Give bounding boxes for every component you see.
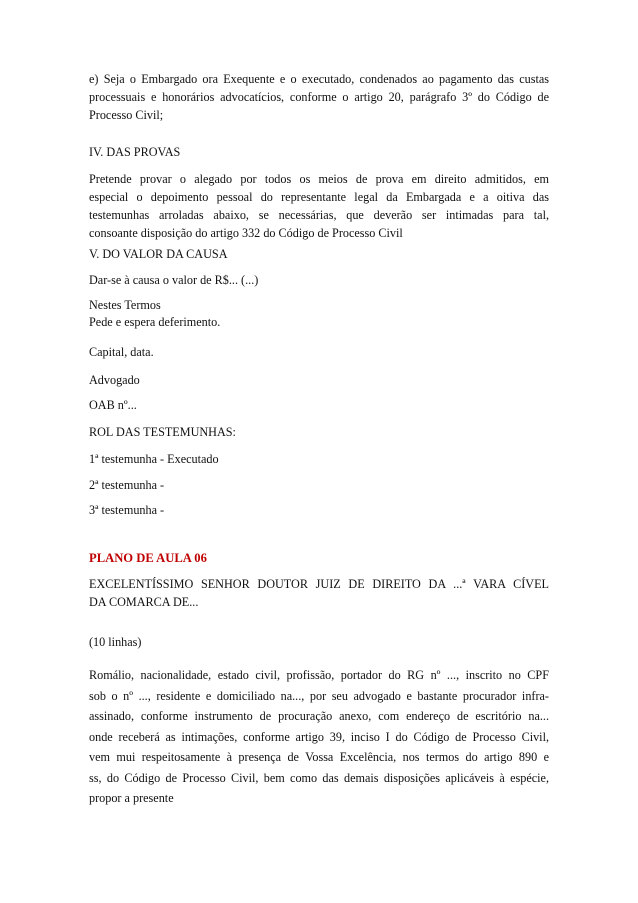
section-heading-valor-causa: V. DO VALOR DA CAUSA: [89, 247, 228, 261]
petition-body-line: onde receberá as intimações, conforme artigo 39, inciso I do Código de Processo Civil,: [89, 729, 549, 744]
addressee-paragraph: [89, 575, 549, 611]
lesson-plan-title: PLANO DE AULA 06: [89, 551, 207, 565]
provas-line: consoante disposição do artigo 332 do Código de Processo Civil: [89, 226, 403, 240]
petition-body-line: propor a presente: [89, 791, 174, 805]
closing-pede-deferimento: Pede e espera deferimento.: [89, 315, 221, 329]
provas-line: testemunhas arroladas abaixo, se necessárias, que deverão ser intimadas para tal,: [89, 208, 549, 222]
item-e-line: Processo Civil;: [89, 108, 164, 122]
petition-body-line: vem mui respeitosamente à presença de Vossa Excelência, nos termos do artigo 890 e: [89, 750, 549, 764]
section-heading-provas: IV. DAS PROVAS: [89, 145, 181, 159]
petition-body-line: sob o nº ..., residente e domiciliado na..., por seu advogado e bastante procurador infra-: [89, 688, 549, 703]
witness-item: 1ª testemunha - Executado: [89, 452, 219, 466]
valor-causa-text: Dar-se à causa o valor de R$... (...): [89, 273, 259, 287]
witnesses-heading: ROL DAS TESTEMUNHAS:: [89, 425, 236, 439]
witness-item: 2ª testemunha -: [89, 478, 165, 492]
lawyer-signature: Advogado: [89, 373, 140, 387]
provas-line: especial o depoimento pessoal do representante legal da Embargada e a oitiva das: [89, 190, 549, 204]
petition-body-paragraph: [89, 665, 549, 809]
closing-nestes-termos: Nestes Termos: [89, 298, 161, 312]
addressee-line: EXCELENTÍSSIMO SENHOR DOUTOR JUIZ DE DIREITO DA ...ª VARA CÍVEL: [89, 577, 549, 591]
petition-body-line: assinado, conforme instrumento de procuração anexo, com endereço de escritório na...: [89, 709, 549, 723]
provas-paragraph: [89, 170, 549, 242]
place-date: Capital, data.: [89, 345, 154, 359]
petition-body-line: Romálio, nacionalidade, estado civil, profissão, portador do RG nº ..., inscrito no CPF: [89, 668, 549, 682]
petition-body-line: ss, do Código de Processo Civil, bem como das demais disposições aplicáveis à espécie,: [89, 770, 549, 785]
item-e-paragraph: [89, 70, 549, 124]
oab-number: OAB nº...: [89, 398, 137, 412]
witness-item: 3ª testemunha -: [89, 503, 165, 517]
item-e-line: processuais e honorários advocatícios, conforme o artigo 20, parágrafo 3º do Código de: [89, 90, 549, 104]
provas-line: Pretende provar o alegado por todos os meios de prova em direito admitidos, em: [89, 172, 549, 186]
item-e-line: e) Seja o Embargado ora Exequente e o executado, condenados ao pagamento das custas: [89, 72, 549, 86]
spacing-note: (10 linhas): [89, 635, 142, 649]
addressee-line: DA COMARCA DE...: [89, 595, 199, 609]
